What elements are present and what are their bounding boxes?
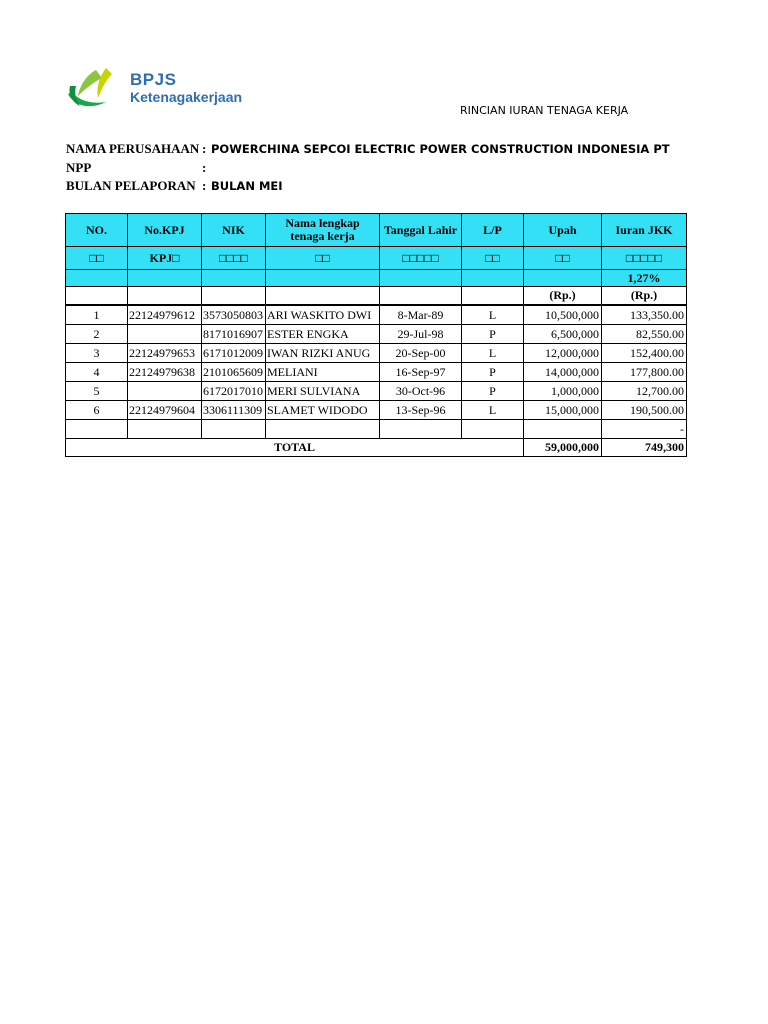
logo-sub-text: Ketenagakerjaan	[130, 89, 243, 105]
cell-no: 3	[66, 344, 128, 363]
cell-name: IWAN RIZKI ANUG	[266, 344, 380, 363]
cell-contribution: 152,400.00	[602, 344, 687, 363]
cell-contribution: 177,800.00	[602, 363, 687, 382]
header-row	[66, 214, 687, 247]
blank-row	[66, 420, 687, 439]
total-label: TOTAL	[66, 439, 524, 457]
cell-nik: 3306111309	[202, 401, 266, 420]
contribution-table	[65, 213, 687, 457]
rate-cell: 1,27%	[602, 270, 687, 287]
header-cell: No.KPJ	[128, 214, 202, 247]
cell-no: 4	[66, 363, 128, 382]
cell-nik: 6172017010	[202, 382, 266, 401]
unit-row	[66, 287, 687, 306]
bpjs-logo-icon	[66, 66, 126, 110]
cell-birthdate: 29-Jul-98	[380, 325, 462, 344]
subheader-cell: □□□□□	[380, 247, 462, 270]
cell-birthdate: 30-Oct-96	[380, 382, 462, 401]
subheader-cell: □□	[524, 247, 602, 270]
cell-no: 1	[66, 305, 128, 325]
cell-wage: 6,500,000	[524, 325, 602, 344]
info-label: NAMA PERUSAHAAN	[66, 141, 200, 156]
table-row	[66, 382, 687, 401]
cell-kpj: 22124979653	[128, 344, 202, 363]
cell-contribution: -	[602, 420, 687, 439]
cell-gender: L	[462, 401, 524, 420]
cell-birthdate: 13-Sep-96	[380, 401, 462, 420]
header-cell: NIK	[202, 214, 266, 247]
cell-no: 5	[66, 382, 128, 401]
cell-kpj: 22124979638	[128, 363, 202, 382]
subheader-cell: □□□□	[202, 247, 266, 270]
cell-gender: L	[462, 344, 524, 363]
info-colon: :	[202, 160, 207, 175]
table-row	[66, 305, 687, 325]
cell-kpj	[128, 382, 202, 401]
subheader-cell: KPJ□	[128, 247, 202, 270]
cell-birthdate: 8-Mar-89	[380, 305, 462, 325]
header-cell: Tanggal Lahir	[380, 214, 462, 247]
cell-contribution: 82,550.00	[602, 325, 687, 344]
cell-name: MELIANI	[266, 363, 380, 382]
header-cell: NO.	[66, 214, 128, 247]
cell-contribution: 133,350.00	[602, 305, 687, 325]
logo-brand-text: BPJS	[130, 70, 177, 89]
cell-name: MERI SULVIANA	[266, 382, 380, 401]
cell-wage: 10,500,000	[524, 305, 602, 325]
table-row	[66, 325, 687, 344]
cell-kpj: 22124979604	[128, 401, 202, 420]
cell-birthdate: 16-Sep-97	[380, 363, 462, 382]
cell-name: ARI WASKITO DWI	[266, 305, 380, 325]
bpjs-logo	[66, 66, 276, 110]
info-colon: :	[202, 141, 207, 156]
cell-contribution: 190,500.00	[602, 401, 687, 420]
header-cell: L/P	[462, 214, 524, 247]
header-cell: Nama lengkap tenaga kerja	[266, 214, 380, 247]
cell-no: 6	[66, 401, 128, 420]
cell-no: 2	[66, 325, 128, 344]
cell-wage: 14,000,000	[524, 363, 602, 382]
document-title: RINCIAN IURAN TENAGA KERJA	[460, 104, 629, 117]
cell-nik: 6171012009	[202, 344, 266, 363]
cell-gender: P	[462, 382, 524, 401]
header-cell: Upah	[524, 214, 602, 247]
header-cell: Iuran JKK	[602, 214, 687, 247]
subheader-cell: □□	[266, 247, 380, 270]
cell-gender: L	[462, 305, 524, 325]
cell-nik: 2101065609	[202, 363, 266, 382]
cell-gender: P	[462, 363, 524, 382]
table-row	[66, 401, 687, 420]
cell-nik: 3573050803	[202, 305, 266, 325]
cell-gender: P	[462, 325, 524, 344]
cell-kpj: 22124979612	[128, 305, 202, 325]
cell-contribution: 12,700.00	[602, 382, 687, 401]
cell-kpj	[128, 325, 202, 344]
cell-wage: 15,000,000	[524, 401, 602, 420]
table-row	[66, 344, 687, 363]
cell-name: SLAMET WIDODO	[266, 401, 380, 420]
unit-cell: (Rp.)	[602, 287, 687, 306]
subheader-cell: □□	[66, 247, 128, 270]
total-wage: 59,000,000	[524, 439, 602, 457]
info-value: POWERCHINA SEPCOI ELECTRIC POWER CONSTRUCTION INDONESIA PT	[211, 142, 670, 156]
rate-row	[66, 270, 687, 287]
info-label: BULAN PELAPORAN	[66, 178, 196, 193]
table-row	[66, 363, 687, 382]
total-row	[66, 439, 687, 457]
info-label: NPP	[66, 160, 92, 175]
subheader-row	[66, 247, 687, 270]
cell-birthdate: 20-Sep-00	[380, 344, 462, 363]
cell-wage: 12,000,000	[524, 344, 602, 363]
cell-nik: 8171016907	[202, 325, 266, 344]
cell-name: ESTER ENGKA	[266, 325, 380, 344]
unit-cell: (Rp.)	[524, 287, 602, 306]
cell-wage: 1,000,000	[524, 382, 602, 401]
subheader-cell: □□	[462, 247, 524, 270]
info-value: BULAN MEI	[211, 179, 283, 193]
total-contribution: 749,300	[602, 439, 687, 457]
subheader-cell: □□□□□	[602, 247, 687, 270]
info-colon: :	[202, 178, 207, 193]
